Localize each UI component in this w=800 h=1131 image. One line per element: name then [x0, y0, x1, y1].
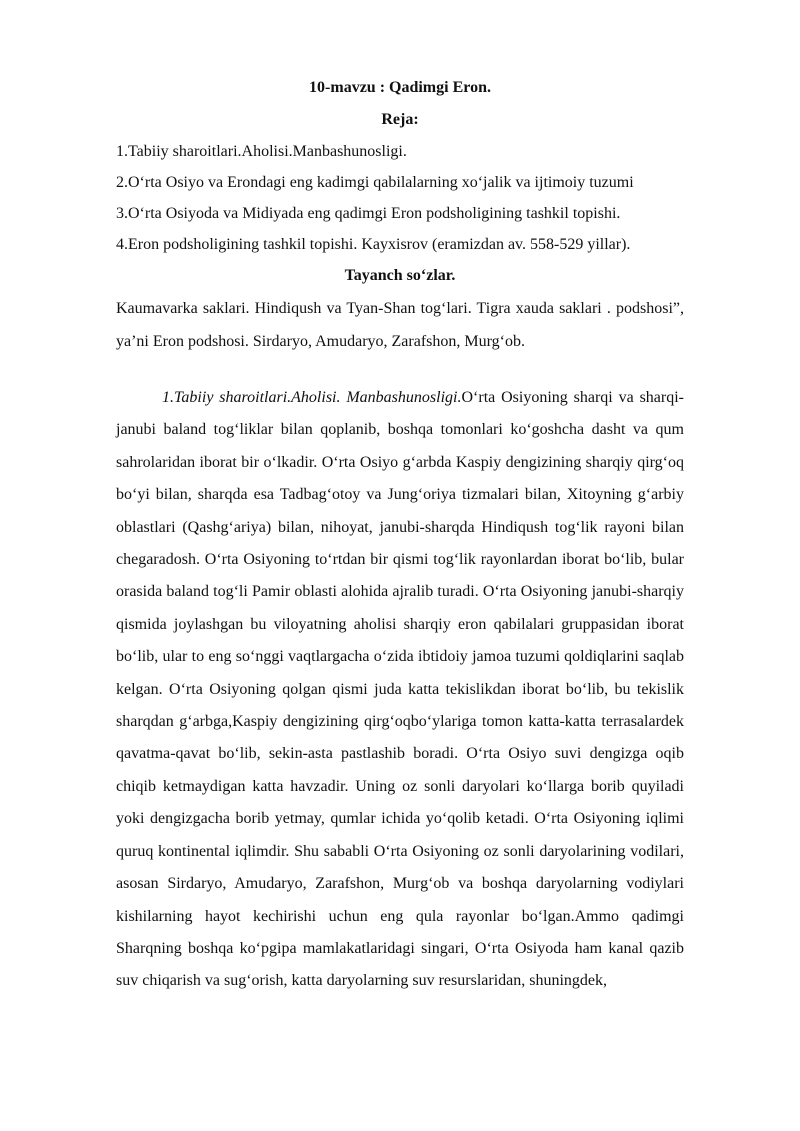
plan-list	[116, 136, 684, 260]
plan-item: 1.Tabiiy sharoitlari.Aholisi.Manbashunosligi.	[116, 143, 407, 160]
keywords-text: Kaumavarka saklari. Hindiqush va Tyan-Shan tog‘lari. Tigra xauda saklari . podshosi”, ya’ni Eron podshosi. Sirdaryo, Amudaryo, Zarafshon, Murg‘ob.	[116, 300, 684, 350]
plan-item: 4.Eron podsholigining tashkil topishi. Kayxisrov (eramizdan av. 558-529 yillar).	[116, 236, 631, 253]
keywords-heading: Tayanch so‘zlar.	[344, 267, 456, 284]
section-body: O‘rta Osiyoning sharqi va sharqi-janubi baland tog‘liklar bilan qoplanib, boshqa tomonlari ko‘goshcha dasht va qum sahrolaridan iborat bir o‘lkadir. O‘rta Osiyo g‘arbda Kaspiy dengizining sharqiy qirg‘oq bo‘yi bilan, sharqda esa Tadbag‘otoy va Jung‘oriya tizmalari bilan, Xitoyning g‘arbiy oblastlari (Qashg‘ariya) bilan, nihoyat, janubi-sharqda Hindiqush tog‘lik rayoni bilan chegaradosh. O‘rta Osiyoning to‘rtdan bir qismi tog‘lik rayonlardan iborat bo‘lib, bular orasida baland tog‘li Pamir oblasti alohida ajralib turadi. O‘rta Osiyoning janubi-sharqiy qismida joylashgan bu viloyatning aholisi sharqiy eron qabilalari gruppasidan iborat bo‘lib, ular to eng so‘nggi vaqtlargacha o‘zida ibtidoiy jamoa tuzumi qoldiqlarini saqlab kelgan. O‘rta Osiyoning qolgan qismi juda katta tekislikdan iborat bo‘lib, bu tekislik sharqdan g‘arbga,Kaspiy dengizining qirg‘oqbo‘ylariga tomon katta-katta terrasalardek qavatma-qavat bo‘lib, sekin-asta pastlashib boradi. O‘rta Osiyo suvi dengizga oqib chiqib ketmaydigan katta havzadir. Uning oz sonli daryolari ko‘llarga borib quyiladi yoki dengizgacha borib yetmay, qumlar ichida yo‘qolib ketadi. O‘rta Osiyoning iqlimi quruq kontinental iqlimdir. Shu sababli O‘rta Osiyoning oz sonli daryolarining vodilari, asosan Sirdaryo, Amudaryo, Zarafshon, Murg‘ob va boshqa daryolarning vodiylari kishilarning hayot kechirishi uchun eng qula rayonlar bo‘lgan.Ammo qadimgi Sharqning boshqa ko‘pgipa mamlakatlaridagi singari, O‘rta Osiyoda ham kanal qazib suv chiqarish va sug‘orish, katta daryolarning suv resurslaridan, shuningdek,	[116, 389, 685, 990]
document-title: 10-mavzu : Qadimgi Eron.	[309, 79, 491, 96]
document-page	[116, 72, 684, 998]
body-paragraph	[116, 382, 684, 998]
plan-item: 2.O‘rta Osiyo va Erondagi eng kadimgi qabilalarning xo‘jalik va ijtimoiy tuzumi	[116, 174, 634, 191]
section-title: 1.Tabiiy sharoitlari.Aholisi. Manbashunosligi.	[162, 389, 462, 406]
plan-heading: Reja:	[381, 111, 419, 128]
plan-item: 3.O‘rta Osiyoda va Midiyada eng qadimgi Eron podsholigining tashkil topishi.	[116, 205, 621, 222]
